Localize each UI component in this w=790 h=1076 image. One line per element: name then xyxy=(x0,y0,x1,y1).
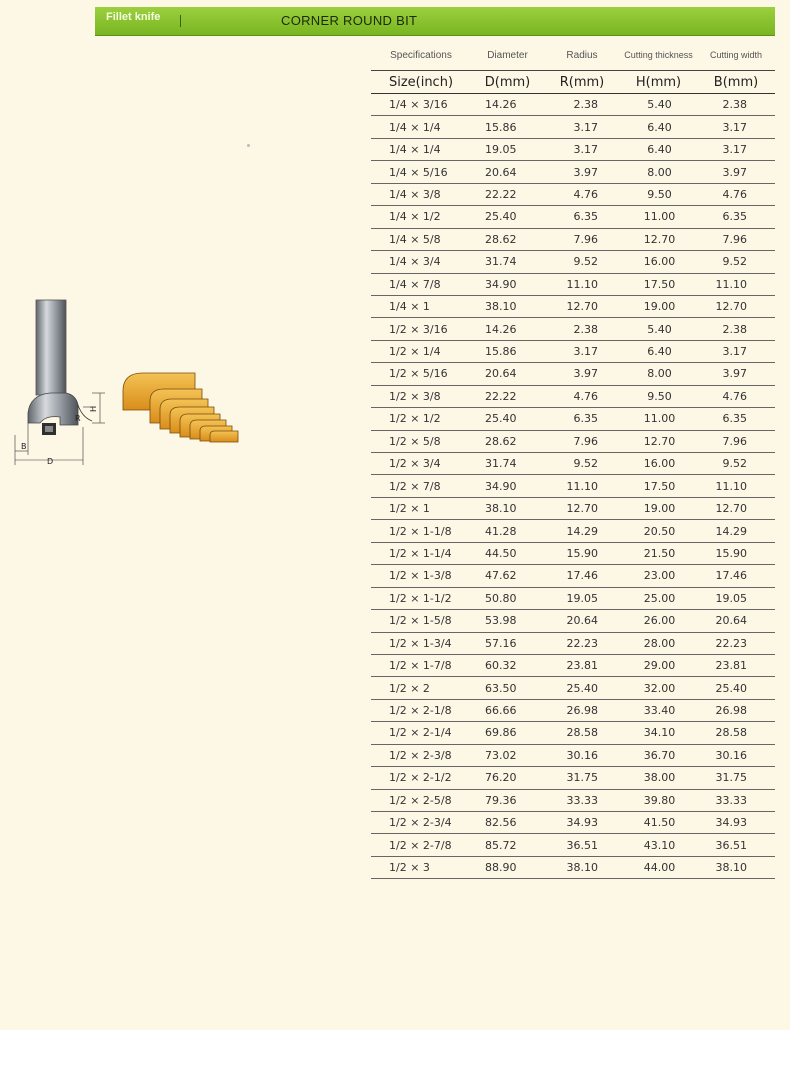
cell-diameter: 82.56 xyxy=(471,812,544,834)
bottom-blank-area xyxy=(0,1030,790,1076)
table-row xyxy=(371,654,775,676)
cell-cutting-width: 11.10 xyxy=(697,273,775,295)
cell-cutting-thickness: 17.50 xyxy=(620,475,697,497)
cell-cutting-thickness: 11.00 xyxy=(620,408,697,430)
cell-diameter: 20.64 xyxy=(471,161,544,183)
spec-table xyxy=(371,40,775,879)
cell-size: 1/2 × 5/16 xyxy=(371,363,471,385)
cell-size: 1/2 × 2-1/8 xyxy=(371,699,471,721)
cell-cutting-thickness: 6.40 xyxy=(620,340,697,362)
cell-radius: 4.76 xyxy=(544,183,620,205)
table-row xyxy=(371,273,775,295)
cell-radius: 36.51 xyxy=(544,834,620,856)
cell-size: 1/4 × 1 xyxy=(371,295,471,317)
header-specifications: Specifications xyxy=(390,49,452,61)
cell-cutting-width: 17.46 xyxy=(697,565,775,587)
cell-cutting-thickness: 26.00 xyxy=(620,610,697,632)
cell-diameter: 41.28 xyxy=(471,520,544,542)
table-row xyxy=(371,116,775,138)
cell-radius: 22.23 xyxy=(544,632,620,654)
cell-radius: 14.29 xyxy=(544,520,620,542)
table-row xyxy=(371,94,775,116)
cell-cutting-width: 28.58 xyxy=(697,722,775,744)
cell-cutting-thickness: 6.40 xyxy=(620,138,697,160)
cell-diameter: 28.62 xyxy=(471,430,544,452)
cell-radius: 23.81 xyxy=(544,654,620,676)
cell-size: 1/2 × 2 xyxy=(371,677,471,699)
cell-diameter: 31.74 xyxy=(471,251,544,273)
cell-cutting-thickness: 5.40 xyxy=(620,318,697,340)
cell-radius: 33.33 xyxy=(544,789,620,811)
label-d: D xyxy=(47,457,54,466)
header-cutting-thickness: Cutting thickness xyxy=(624,50,693,60)
cell-diameter: 50.80 xyxy=(471,587,544,609)
cell-radius: 9.52 xyxy=(544,251,620,273)
cell-radius: 31.75 xyxy=(544,767,620,789)
label-r: R xyxy=(75,414,81,423)
cell-radius: 9.52 xyxy=(544,453,620,475)
cell-diameter: 57.16 xyxy=(471,632,544,654)
cell-cutting-thickness: 23.00 xyxy=(620,565,697,587)
cell-cutting-thickness: 43.10 xyxy=(620,834,697,856)
cell-radius: 38.10 xyxy=(544,856,620,878)
cell-cutting-thickness: 8.00 xyxy=(620,161,697,183)
cell-diameter: 85.72 xyxy=(471,834,544,856)
cell-cutting-thickness: 9.50 xyxy=(620,183,697,205)
cell-radius: 28.58 xyxy=(544,722,620,744)
cell-cutting-width: 4.76 xyxy=(697,385,775,407)
table-row xyxy=(371,295,775,317)
wood-profile-samples xyxy=(123,373,238,442)
table-row xyxy=(371,767,775,789)
cell-cutting-width: 11.10 xyxy=(697,475,775,497)
cell-size: 1/2 × 2-3/8 xyxy=(371,744,471,766)
cell-diameter: 28.62 xyxy=(471,228,544,250)
cell-radius: 2.38 xyxy=(544,318,620,340)
cell-size: 1/2 × 2-5/8 xyxy=(371,789,471,811)
cell-size: 1/2 × 7/8 xyxy=(371,475,471,497)
table-row xyxy=(371,138,775,160)
cell-cutting-width: 3.17 xyxy=(697,138,775,160)
table-row xyxy=(371,251,775,273)
cell-cutting-thickness: 6.40 xyxy=(620,116,697,138)
cell-radius: 12.70 xyxy=(544,295,620,317)
cell-radius: 25.40 xyxy=(544,677,620,699)
cell-diameter: 22.22 xyxy=(471,183,544,205)
cell-size: 1/4 × 3/16 xyxy=(371,94,471,116)
cell-size: 1/2 × 1/4 xyxy=(371,340,471,362)
cell-cutting-width: 38.10 xyxy=(697,856,775,878)
cell-cutting-thickness: 33.40 xyxy=(620,699,697,721)
cell-radius: 2.38 xyxy=(544,94,620,116)
header-b-mm: B(mm) xyxy=(697,71,775,94)
table-row xyxy=(371,318,775,340)
table-row xyxy=(371,228,775,250)
cell-size: 1/4 × 1/4 xyxy=(371,116,471,138)
cell-diameter: 19.05 xyxy=(471,138,544,160)
cell-cutting-width: 14.29 xyxy=(697,520,775,542)
header-cutting-width: Cutting width xyxy=(709,50,763,60)
table-row xyxy=(371,699,775,721)
table-row xyxy=(371,363,775,385)
cell-cutting-width: 9.52 xyxy=(697,251,775,273)
header-size-inch: Size(inch) xyxy=(371,71,471,94)
cell-cutting-width: 2.38 xyxy=(697,94,775,116)
cell-cutting-thickness: 32.00 xyxy=(620,677,697,699)
cell-size: 1/2 × 1-1/8 xyxy=(371,520,471,542)
cell-diameter: 34.90 xyxy=(471,475,544,497)
unit-header-row xyxy=(371,71,775,94)
cell-cutting-width: 3.97 xyxy=(697,363,775,385)
cell-cutting-thickness: 34.10 xyxy=(620,722,697,744)
cell-diameter: 66.66 xyxy=(471,699,544,721)
english-header-row xyxy=(371,40,775,71)
header-r-mm: R(mm) xyxy=(544,71,620,94)
cell-cutting-width: 25.40 xyxy=(697,677,775,699)
label-b: B xyxy=(21,442,27,451)
cell-diameter: 14.26 xyxy=(471,318,544,340)
cell-size: 1/4 × 7/8 xyxy=(371,273,471,295)
cell-cutting-width: 34.93 xyxy=(697,812,775,834)
cell-cutting-width: 7.96 xyxy=(697,430,775,452)
cell-radius: 20.64 xyxy=(544,610,620,632)
cell-cutting-thickness: 25.00 xyxy=(620,587,697,609)
cell-cutting-width: 20.64 xyxy=(697,610,775,632)
cell-diameter: 38.10 xyxy=(471,497,544,519)
cell-size: 1/4 × 5/8 xyxy=(371,228,471,250)
cell-cutting-width: 7.96 xyxy=(697,228,775,250)
table-row xyxy=(371,206,775,228)
cell-cutting-thickness: 8.00 xyxy=(620,363,697,385)
cell-radius: 3.17 xyxy=(544,340,620,362)
cell-diameter: 25.40 xyxy=(471,206,544,228)
cell-cutting-thickness: 44.00 xyxy=(620,856,697,878)
cell-cutting-width: 3.97 xyxy=(697,161,775,183)
cell-cutting-width: 15.90 xyxy=(697,542,775,564)
cell-size: 1/4 × 3/8 xyxy=(371,183,471,205)
cell-cutting-thickness: 19.00 xyxy=(620,295,697,317)
cell-cutting-thickness: 5.40 xyxy=(620,94,697,116)
cell-size: 1/2 × 1-5/8 xyxy=(371,610,471,632)
cell-cutting-width: 3.17 xyxy=(697,340,775,362)
cell-cutting-thickness: 12.70 xyxy=(620,228,697,250)
cell-size: 1/2 × 2-3/4 xyxy=(371,812,471,834)
cell-radius: 30.16 xyxy=(544,744,620,766)
cell-cutting-thickness: 20.50 xyxy=(620,520,697,542)
cell-diameter: 79.36 xyxy=(471,789,544,811)
cell-diameter: 44.50 xyxy=(471,542,544,564)
cell-diameter: 15.86 xyxy=(471,116,544,138)
cell-size: 1/2 × 1 xyxy=(371,497,471,519)
table-row xyxy=(371,453,775,475)
cell-diameter: 20.64 xyxy=(471,363,544,385)
table-row xyxy=(371,744,775,766)
page-title: CORNER ROUND BIT xyxy=(281,13,418,28)
cell-diameter: 25.40 xyxy=(471,408,544,430)
table-row xyxy=(371,834,775,856)
table-row xyxy=(371,856,775,878)
cell-cutting-width: 12.70 xyxy=(697,497,775,519)
table-row xyxy=(371,520,775,542)
cell-radius: 17.46 xyxy=(544,565,620,587)
cell-radius: 3.17 xyxy=(544,138,620,160)
cell-radius: 34.93 xyxy=(544,812,620,834)
cell-size: 1/2 × 1-1/2 xyxy=(371,587,471,609)
cell-size: 1/4 × 3/4 xyxy=(371,251,471,273)
table-row xyxy=(371,183,775,205)
table-row xyxy=(371,161,775,183)
cell-size: 1/2 × 1-7/8 xyxy=(371,654,471,676)
cell-cutting-width: 6.35 xyxy=(697,408,775,430)
cell-cutting-width: 6.35 xyxy=(697,206,775,228)
header-h-mm: H(mm) xyxy=(620,71,697,94)
spec-table-body xyxy=(371,94,775,879)
cell-radius: 3.97 xyxy=(544,363,620,385)
cell-radius: 12.70 xyxy=(544,497,620,519)
header-d-mm: D(mm) xyxy=(471,71,544,94)
cell-cutting-width: 2.38 xyxy=(697,318,775,340)
table-row xyxy=(371,789,775,811)
table-row xyxy=(371,475,775,497)
header-diameter: Diameter xyxy=(487,49,528,61)
cell-radius: 11.10 xyxy=(544,475,620,497)
cell-cutting-width: 36.51 xyxy=(697,834,775,856)
cell-radius: 26.98 xyxy=(544,699,620,721)
cell-cutting-thickness: 29.00 xyxy=(620,654,697,676)
cell-size: 1/4 × 1/2 xyxy=(371,206,471,228)
cell-size: 1/2 × 5/8 xyxy=(371,430,471,452)
cell-cutting-width: 19.05 xyxy=(697,587,775,609)
table-row xyxy=(371,610,775,632)
cell-size: 1/2 × 3/16 xyxy=(371,318,471,340)
router-bit-drawing xyxy=(15,300,105,466)
cell-size: 1/2 × 2-1/2 xyxy=(371,767,471,789)
decorative-dot xyxy=(247,144,250,147)
cell-radius: 3.97 xyxy=(544,161,620,183)
cell-diameter: 76.20 xyxy=(471,767,544,789)
cell-size: 1/2 × 1/2 xyxy=(371,408,471,430)
table-row xyxy=(371,587,775,609)
cell-size: 1/2 × 2-7/8 xyxy=(371,834,471,856)
table-row xyxy=(371,677,775,699)
cell-diameter: 53.98 xyxy=(471,610,544,632)
cell-cutting-thickness: 16.00 xyxy=(620,453,697,475)
cell-diameter: 34.90 xyxy=(471,273,544,295)
cell-diameter: 14.26 xyxy=(471,94,544,116)
cell-cutting-width: 12.70 xyxy=(697,295,775,317)
header-category-label: Fillet knife xyxy=(106,11,161,23)
cell-radius: 19.05 xyxy=(544,587,620,609)
cell-size: 1/2 × 3/8 xyxy=(371,385,471,407)
table-row xyxy=(371,430,775,452)
table-row xyxy=(371,408,775,430)
cell-radius: 7.96 xyxy=(544,430,620,452)
cell-cutting-width: 33.33 xyxy=(697,789,775,811)
cell-cutting-thickness: 21.50 xyxy=(620,542,697,564)
table-row xyxy=(371,632,775,654)
cell-size: 1/2 × 1-3/8 xyxy=(371,565,471,587)
cell-cutting-thickness: 11.00 xyxy=(620,206,697,228)
cell-cutting-thickness: 9.50 xyxy=(620,385,697,407)
cell-cutting-thickness: 16.00 xyxy=(620,251,697,273)
header-radius: Radius xyxy=(566,49,598,61)
table-row xyxy=(371,565,775,587)
table-row xyxy=(371,722,775,744)
cell-cutting-width: 26.98 xyxy=(697,699,775,721)
cell-radius: 6.35 xyxy=(544,408,620,430)
cell-size: 1/2 × 1-1/4 xyxy=(371,542,471,564)
table-row xyxy=(371,812,775,834)
cell-diameter: 69.86 xyxy=(471,722,544,744)
cell-diameter: 38.10 xyxy=(471,295,544,317)
cell-cutting-width: 3.17 xyxy=(697,116,775,138)
cell-cutting-thickness: 36.70 xyxy=(620,744,697,766)
table-row xyxy=(371,385,775,407)
cell-cutting-thickness: 39.80 xyxy=(620,789,697,811)
cell-diameter: 22.22 xyxy=(471,385,544,407)
cell-radius: 4.76 xyxy=(544,385,620,407)
label-h: H xyxy=(89,405,98,412)
table-row xyxy=(371,497,775,519)
cell-cutting-thickness: 28.00 xyxy=(620,632,697,654)
cell-cutting-width: 9.52 xyxy=(697,453,775,475)
cell-diameter: 15.86 xyxy=(471,340,544,362)
header-separator xyxy=(180,15,181,27)
cell-cutting-width: 4.76 xyxy=(697,183,775,205)
cell-cutting-thickness: 38.00 xyxy=(620,767,697,789)
cell-size: 1/2 × 1-3/4 xyxy=(371,632,471,654)
cell-cutting-width: 30.16 xyxy=(697,744,775,766)
cell-cutting-width: 31.75 xyxy=(697,767,775,789)
cell-cutting-width: 23.81 xyxy=(697,654,775,676)
cell-diameter: 47.62 xyxy=(471,565,544,587)
cell-radius: 3.17 xyxy=(544,116,620,138)
cell-diameter: 88.90 xyxy=(471,856,544,878)
cell-radius: 7.96 xyxy=(544,228,620,250)
cell-size: 1/2 × 2-1/4 xyxy=(371,722,471,744)
cell-cutting-thickness: 17.50 xyxy=(620,273,697,295)
cell-diameter: 73.02 xyxy=(471,744,544,766)
cell-size: 1/2 × 3/4 xyxy=(371,453,471,475)
cell-diameter: 31.74 xyxy=(471,453,544,475)
router-bit-illustration xyxy=(10,295,245,470)
cell-cutting-thickness: 12.70 xyxy=(620,430,697,452)
cell-size: 1/4 × 1/4 xyxy=(371,138,471,160)
cell-radius: 11.10 xyxy=(544,273,620,295)
cell-cutting-width: 22.23 xyxy=(697,632,775,654)
table-row xyxy=(371,542,775,564)
table-row xyxy=(371,340,775,362)
cell-cutting-thickness: 41.50 xyxy=(620,812,697,834)
cell-diameter: 60.32 xyxy=(471,654,544,676)
cell-radius: 15.90 xyxy=(544,542,620,564)
cell-size: 1/2 × 3 xyxy=(371,856,471,878)
cell-cutting-thickness: 19.00 xyxy=(620,497,697,519)
header-bar xyxy=(95,7,775,35)
cell-size: 1/4 × 5/16 xyxy=(371,161,471,183)
cell-diameter: 63.50 xyxy=(471,677,544,699)
cell-radius: 6.35 xyxy=(544,206,620,228)
